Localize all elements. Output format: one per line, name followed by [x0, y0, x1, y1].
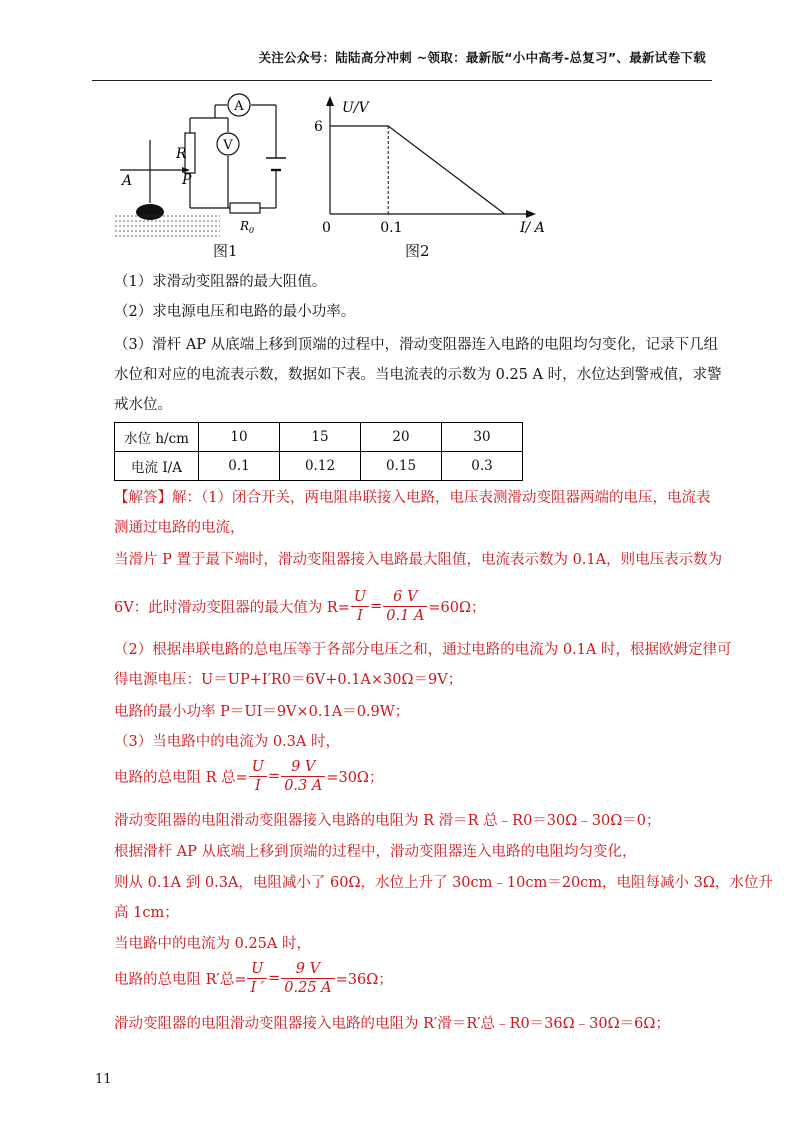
figure1-caption: 图1 — [213, 242, 238, 260]
answer-line-7: 电路的最小功率 P＝UI＝9V×0.1A＝0.9W； — [114, 704, 410, 720]
table-cell: 20 — [361, 423, 442, 452]
table-cell: 30 — [442, 423, 523, 452]
answer-line-12: 则从 0.1A 到 0.3A，电阻减小了 60Ω，水位上升了 30cm﹣10cm＝20cm，电阻每减小 3Ω，水位升 — [114, 875, 773, 891]
svg-text:P: P — [182, 172, 192, 188]
table-cell: 0.3 — [442, 452, 523, 481]
data-table — [114, 422, 523, 481]
x-tick-label: 0.1 — [380, 220, 403, 236]
answer-line-6: 得电源电压：U＝UP+I′R0＝6V+0.1A×30Ω＝9V； — [114, 672, 463, 688]
question-2: （2）求电源电压和电路的最小功率。 — [114, 304, 356, 320]
series-line — [330, 126, 505, 214]
float-symbol — [136, 204, 164, 220]
table-cell: 0.1 — [199, 452, 280, 481]
question-3-line2: 水位和对应的电流表示数，数据如下表。当电流表的示数为 0.25 A 时，水位达到警戒值，求警 — [114, 367, 722, 383]
table-header-cell: 水位 h/cm — [115, 423, 199, 452]
figure1-circuit — [100, 88, 310, 258]
answer-formula-r-total: 电路的总电阻 R 总= $\frac{U}{I}$ = $\frac{9 V}{0.3 A}$ =30Ω； — [114, 759, 384, 794]
r0-symbol — [230, 203, 260, 213]
question-3-line3: 戒水位。 — [114, 397, 172, 413]
answer-line-1: 【解答】解：（1）闭合开关，两电阻串联接入电路，电压表测滑动变阻器两端的电压，电流表 — [114, 490, 711, 506]
answer-line-2: 测通过电路的电流， — [114, 520, 245, 536]
question-1: （1）求滑动变阻器的最大阻值。 — [114, 274, 327, 290]
answer-line-13: 高 1cm； — [114, 905, 179, 921]
answer-line-10: 滑动变阻器的电阻滑动变阻器接入电路的电阻为 R 滑＝R 总﹣R0＝30Ω﹣30Ω＝0； — [114, 813, 661, 829]
water-hatching — [115, 216, 220, 236]
table-row — [115, 452, 523, 481]
question-3-line1: （3）滑杆 AP 从底端上移到顶端的过程中，滑动变阻器连入电路的电阻均匀变化，记录下几组 — [114, 337, 719, 353]
answer-line-8: （3）当电路中的电流为 0.3A 时， — [114, 734, 340, 750]
page-number: 11 — [95, 1072, 112, 1087]
figure2-chart — [310, 96, 550, 236]
answer-line-11: 根据滑杆 AP 从底端上移到顶端的过程中，滑动变阻器连入电路的电阻均匀变化， — [114, 844, 637, 860]
table-cell: 0.12 — [280, 452, 361, 481]
y-axis-label: U/V — [342, 100, 369, 116]
svg-text:V: V — [223, 138, 233, 153]
header-text: 关注公众号：陆陆高分冲刺 ~领取：最新版“小中高考-总复习”、最新试卷下载 — [258, 50, 706, 65]
table-cell: 15 — [280, 423, 361, 452]
answer-line-14: 当电路中的电流为 0.25A 时， — [114, 936, 311, 952]
answer-line-3: 当滑片 P 置于最下端时，滑动变阻器接入电路最大阻值，电流表示数为 0.1A，则电压表示数为 — [114, 552, 723, 568]
figure2-caption: 图2 — [405, 242, 430, 260]
svg-text:A: A — [122, 173, 133, 189]
answer-line-5: （2）根据串联电路的总电压等于各部分电压之和，通过电路的电流为 0.1A 时，根据欧姆定律可 — [114, 642, 732, 658]
svg-text:R: R — [176, 146, 187, 162]
y-axis-arrow — [326, 96, 334, 106]
header-divider — [92, 80, 712, 81]
y-tick-label: 6 — [314, 119, 323, 135]
x-axis-label: I/ A — [520, 220, 545, 236]
svg-text:A: A — [234, 99, 244, 114]
answer-tag: 【解答】 — [114, 490, 172, 506]
table-cell: 10 — [199, 423, 280, 452]
table-header-cell: 电流 I/A — [115, 452, 199, 481]
x-axis-arrow — [526, 210, 536, 218]
answer-formula-r-max: 6V：此时滑动变阻器的最大值为 R= $\frac{U}{I}$ = $\frac{6 V}{0.1 A}$ =60Ω； — [114, 589, 486, 624]
origin-label: 0 — [322, 220, 331, 236]
svg-text:R0: $R_0$ — [240, 219, 255, 235]
answer-line-16: 滑动变阻器的电阻滑动变阻器接入电路的电阻为 R′滑＝R′总﹣R0＝36Ω﹣30Ω＝6Ω； — [114, 1016, 670, 1032]
answer-formula-r-total-prime: 电路的总电阻 R′总= $\frac{U}{I '}$ = $\frac{9 V}{0.25 A}$ =36Ω； — [114, 961, 393, 996]
table-cell: 0.15 — [361, 452, 442, 481]
table-row — [115, 423, 523, 452]
